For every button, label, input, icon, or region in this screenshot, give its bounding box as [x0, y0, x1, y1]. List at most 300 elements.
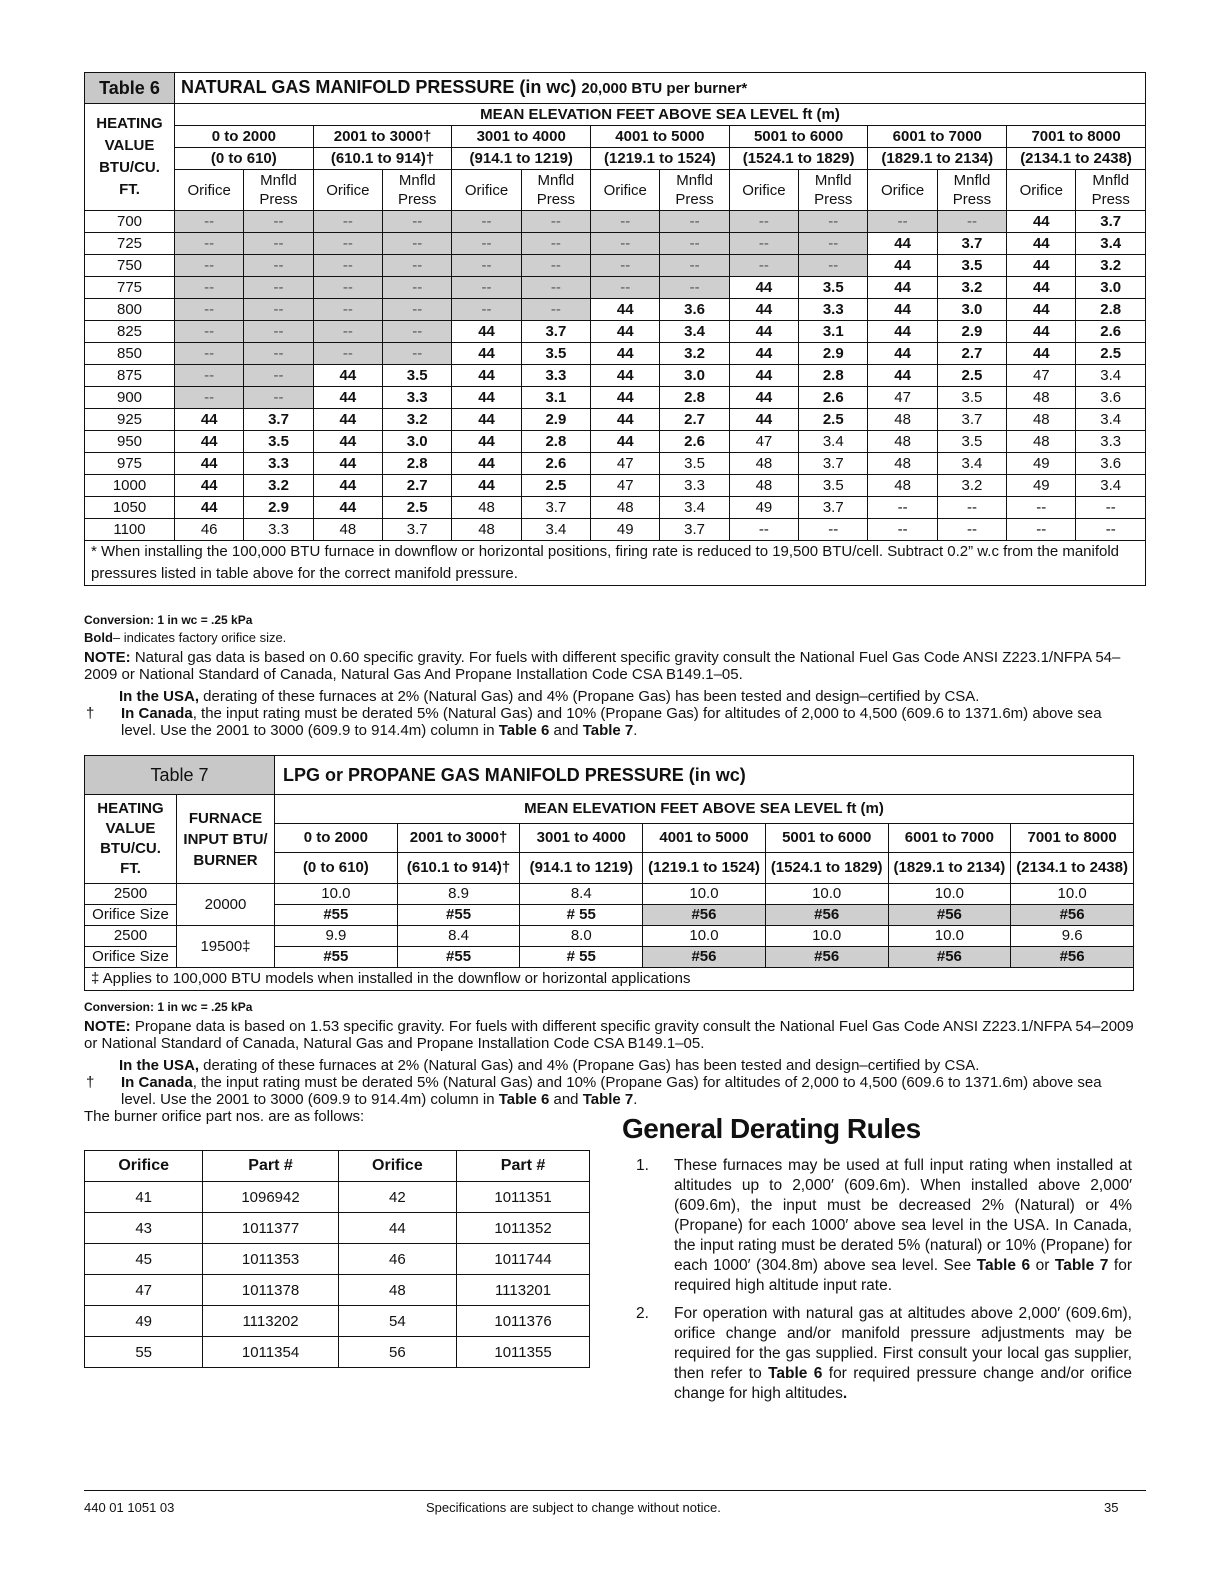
- orifice-cell: --: [591, 233, 660, 255]
- table-row: [85, 1275, 590, 1306]
- orifice-cell: 48: [1007, 431, 1076, 453]
- orifice-cell: 44: [175, 409, 244, 431]
- orifice-cell: #56: [643, 905, 766, 926]
- orifice-cell: #56: [1011, 947, 1134, 968]
- orifice-size-label: Orifice Size: [85, 947, 177, 968]
- and-text: and: [549, 722, 583, 739]
- item-number: 1.: [636, 1157, 649, 1174]
- table-6-span-header: MEAN ELEVATION FEET ABOVE SEA LEVEL ft (m): [175, 104, 1146, 126]
- table-row: [85, 211, 1146, 233]
- orifice-cell: #56: [1011, 905, 1134, 926]
- natural-gas-note: [84, 649, 1134, 683]
- orifice-cell: # 55: [520, 947, 643, 968]
- pressure-cell: 10.0: [1011, 884, 1134, 905]
- row-header-line: BTU/CU.: [100, 840, 161, 857]
- pressure-cell: 9.6: [1011, 926, 1134, 947]
- orifice-cell: --: [175, 255, 244, 277]
- furnace-header-line: INPUT BTU/: [183, 830, 268, 848]
- orifice-cell: 48: [452, 519, 521, 541]
- elevation-ft: 2001 to 3000†: [397, 824, 520, 853]
- item-text: for required pressure change and/or orifice change for high altitudes: [674, 1365, 1132, 1402]
- table-row: [85, 475, 1146, 497]
- orifice-cell: 44: [1007, 255, 1076, 277]
- pressure-cell: 3.5: [937, 255, 1006, 277]
- conversion-note: Conversion: 1 in wc = .25 kPa: [84, 613, 253, 627]
- table-row: [85, 497, 1146, 519]
- notes-propane: [84, 1000, 1134, 1125]
- heating-value-cell: 725: [85, 233, 175, 255]
- orifice-cell: 44: [729, 299, 798, 321]
- elevation-ft: 0 to 2000: [275, 824, 398, 853]
- part-number-cell: 1011744: [457, 1244, 590, 1275]
- orifice-cell: --: [452, 255, 521, 277]
- heating-value-cell: 875: [85, 365, 175, 387]
- notes-natural-gas: [84, 613, 1134, 739]
- heating-value-cell: 2500: [85, 884, 177, 905]
- pressure-cell: 3.7: [521, 497, 590, 519]
- row-header-line: VALUE: [104, 137, 155, 154]
- table-6-tag: Table 6: [85, 73, 175, 104]
- table-7-footnote: ‡ Applies to 100,000 BTU models when installed in the downflow or horizontal applications: [85, 968, 1134, 991]
- footer-notice: Specifications are subject to change without notice.: [426, 1500, 721, 1515]
- orifice-cell: 44: [1007, 233, 1076, 255]
- pressure-cell: 2.7: [383, 475, 452, 497]
- pressure-cell: --: [244, 233, 313, 255]
- note-text: Natural gas data is based on 0.60 specific gravity. For fuels with different specific gravity consult the National Fuel Gas Code ANSI Z223.1/NFPA 54–2009 or National Standard of Canada, Natural Gas And Propane Installation Code CSA B149.1–05.: [84, 649, 1121, 683]
- orifice-cell: 44: [868, 321, 937, 343]
- pressure-cell: 3.2: [383, 409, 452, 431]
- pressure-cell: --: [1076, 519, 1146, 541]
- pressure-cell: --: [937, 497, 1006, 519]
- pressure-cell: --: [799, 233, 868, 255]
- pressure-cell: 10.0: [643, 884, 766, 905]
- pressure-cell: --: [244, 277, 313, 299]
- elevation-m: (1829.1 to 2134): [881, 150, 994, 167]
- usa-label: In the USA,: [119, 1057, 200, 1074]
- table-row: [85, 365, 1146, 387]
- table-6-ref: Table 6: [976, 1257, 1031, 1274]
- elevation-ft: 6001 to 7000: [868, 126, 1006, 148]
- part-number-cell: 1011353: [203, 1244, 338, 1275]
- orifice-cell: 47: [591, 475, 660, 497]
- pressure-cell: 3.4: [1076, 409, 1146, 431]
- pressure-cell: 3.7: [383, 519, 452, 541]
- orifice-cell: --: [175, 387, 244, 409]
- table-row: [85, 1337, 590, 1368]
- elevation-m: (0 to 610): [275, 853, 398, 884]
- item-text: for required high altitude input rate.: [674, 1257, 1132, 1294]
- table-7-span-header: MEAN ELEVATION FEET ABOVE SEA LEVEL ft (m): [275, 795, 1134, 824]
- pressure-cell: --: [521, 233, 590, 255]
- table-row: [85, 321, 1146, 343]
- mnfld-press-subheader: [1076, 170, 1146, 211]
- pressure-cell: 3.5: [937, 387, 1006, 409]
- pressure-cell: 9.9: [275, 926, 398, 947]
- table-row: [85, 1244, 590, 1275]
- pressure-cell: 3.0: [937, 299, 1006, 321]
- orifice-cell: 42: [338, 1182, 456, 1213]
- orifice-cell: --: [313, 233, 382, 255]
- elevation-m: (610.1 to 914)†: [330, 150, 435, 167]
- pressure-cell: --: [1076, 497, 1146, 519]
- pressure-cell: 2.9: [521, 409, 590, 431]
- pressure-cell: 2.7: [937, 343, 1006, 365]
- pressure-cell: --: [521, 255, 590, 277]
- bold-legend-label: Bold: [84, 630, 113, 645]
- conversion-note: Conversion: 1 in wc = .25 kPa: [84, 1000, 253, 1014]
- item-text: For operation with natural gas at altitudes above 2,000′ (609.6m), orifice change and/or manifold pressure adjustments may be required for the gas supplied. First consult your local gas supplier, then refer to: [674, 1305, 1132, 1382]
- pressure-cell: 3.3: [383, 387, 452, 409]
- table-footnote-row: [85, 541, 1146, 586]
- pressure-cell: 10.0: [765, 884, 888, 905]
- canada-text: , the input rating must be derated 5% (Natural Gas) and 10% (Propane Gas) for altitudes of 2,000 to 4,500 (609.6 to 1371.6m) above sea level. Use the 2001 to 3000 (609.9 to 914.4m) column in: [121, 1074, 1102, 1108]
- pressure-cell: 2.7: [660, 409, 729, 431]
- orifice-cell: --: [868, 519, 937, 541]
- mnfld-label: Mnfld: [537, 172, 575, 189]
- pressure-cell: 3.4: [1076, 475, 1146, 497]
- furnace-input-cell: 19500‡: [177, 926, 275, 968]
- table-6-title-main: NATURAL GAS MANIFOLD PRESSURE (in wc): [181, 77, 577, 97]
- part-number-cell: 1113202: [203, 1306, 338, 1337]
- column-header: Orifice: [85, 1151, 203, 1182]
- press-label: Press: [952, 191, 992, 208]
- orifice-cell: 44: [175, 431, 244, 453]
- orifice-cell: --: [175, 277, 244, 299]
- pressure-cell: --: [660, 255, 729, 277]
- orifice-cell: 44: [1007, 211, 1076, 233]
- heating-value-cell: 750: [85, 255, 175, 277]
- orifice-cell: --: [591, 211, 660, 233]
- row-header-line: FT.: [120, 860, 141, 877]
- elevation-ft: 2001 to 3000†: [314, 126, 452, 148]
- elevation-m: (1219.1 to 1524): [604, 150, 716, 167]
- orifice-cell: 44: [452, 431, 521, 453]
- orifice-cell: 44: [868, 365, 937, 387]
- item-number: 2.: [636, 1305, 649, 1322]
- heating-value-cell: 775: [85, 277, 175, 299]
- pressure-cell: 2.5: [937, 365, 1006, 387]
- orifice-subheader: Orifice: [729, 170, 798, 211]
- orifice-cell: 44: [175, 497, 244, 519]
- orifice-cell: 44: [729, 387, 798, 409]
- pressure-cell: 3.2: [1076, 255, 1146, 277]
- mnfld-press-subheader: [244, 170, 313, 211]
- orifice-cell: --: [175, 343, 244, 365]
- orifice-part-table: [84, 1150, 590, 1368]
- table-7-furnace-header: [177, 795, 275, 884]
- pressure-cell: 8.4: [520, 884, 643, 905]
- orifice-cell: --: [175, 233, 244, 255]
- press-label: Press: [398, 191, 437, 208]
- usa-label: In the USA,: [119, 688, 200, 705]
- derating-item: [636, 1156, 1132, 1296]
- usa-note: [84, 1057, 1134, 1074]
- heating-value-cell: 975: [85, 453, 175, 475]
- elevation-ft: 4001 to 5000: [643, 824, 766, 853]
- pressure-cell: --: [799, 211, 868, 233]
- elevation-m: (0 to 610): [210, 150, 277, 167]
- heating-value-cell: 825: [85, 321, 175, 343]
- elevation-ft: 0 to 2000: [175, 126, 313, 148]
- part-number-cell: 1096942: [203, 1182, 338, 1213]
- mnfld-label: Mnfld: [814, 172, 852, 189]
- table-row: [85, 884, 1134, 905]
- pressure-cell: 3.7: [521, 321, 590, 343]
- table-7-ref: Table 7: [582, 722, 634, 739]
- orifice-cell: 44: [338, 1213, 456, 1244]
- press-label: Press: [536, 191, 576, 208]
- and-text: and: [549, 1091, 583, 1108]
- elevation-m: (1829.1 to 2134): [888, 853, 1011, 884]
- orifice-cell: # 55: [520, 905, 643, 926]
- orifice-cell: --: [313, 255, 382, 277]
- pressure-cell: 3.7: [937, 233, 1006, 255]
- item-text: or: [1030, 1257, 1055, 1274]
- column-header: Orifice: [338, 1151, 456, 1182]
- orifice-cell: 47: [591, 453, 660, 475]
- pressure-cell: 3.2: [244, 475, 313, 497]
- item-end: .: [842, 1385, 848, 1402]
- orifice-cell: 46: [175, 519, 244, 541]
- orifice-cell: 44: [452, 387, 521, 409]
- orifice-cell: --: [452, 277, 521, 299]
- table-6-ref: Table 6: [498, 1091, 550, 1108]
- mnfld-label: Mnfld: [1092, 172, 1130, 189]
- pressure-cell: 3.3: [521, 365, 590, 387]
- orifice-cell: 47: [729, 431, 798, 453]
- pressure-cell: 3.5: [660, 453, 729, 475]
- orifice-cell: 44: [1007, 299, 1076, 321]
- bold-legend: [84, 630, 1134, 645]
- table-6-title-sub: 20,000 BTU per burner*: [581, 80, 748, 97]
- derating-list: [636, 1156, 1132, 1412]
- press-label: Press: [259, 191, 298, 208]
- heating-value-cell: 800: [85, 299, 175, 321]
- orifice-cell: 44: [868, 343, 937, 365]
- orifice-cell: --: [1007, 519, 1076, 541]
- orifice-cell: --: [591, 255, 660, 277]
- pressure-cell: 10.0: [643, 926, 766, 947]
- orifice-cell: 44: [729, 343, 798, 365]
- pressure-cell: --: [383, 277, 452, 299]
- orifice-cell: 49: [85, 1306, 203, 1337]
- orifice-cell: --: [313, 211, 382, 233]
- pressure-cell: 3.3: [799, 299, 868, 321]
- orifice-cell: 44: [591, 365, 660, 387]
- doc-number: 440 01 1051 03: [84, 1500, 175, 1515]
- orifice-cell: 47: [868, 387, 937, 409]
- orifice-cell: 49: [729, 497, 798, 519]
- orifice-cell: 44: [313, 431, 382, 453]
- orifice-cell: 44: [591, 387, 660, 409]
- pressure-cell: --: [937, 211, 1006, 233]
- elevation-header: [729, 126, 868, 170]
- pressure-cell: 2.8: [799, 365, 868, 387]
- canada-label: In Canada: [121, 705, 193, 722]
- pressure-cell: 8.9: [397, 884, 520, 905]
- table-6-ref: Table 6: [768, 1365, 823, 1382]
- table-6-footnote: * When installing the 100,000 BTU furnace in downflow or horizontal positions, firing rate is reduced to 19,500 BTU/cell. Subtract 0.2” w.c from the manifold pressures listed in table above for the correct manifold pressure.: [85, 541, 1146, 586]
- orifice-cell: 44: [313, 453, 382, 475]
- usa-text: derating of these furnaces at 2% (Natural Gas) and 4% (Propane Gas) has been tested and design–certified by CSA.: [199, 1057, 980, 1074]
- orifice-cell: 44: [452, 343, 521, 365]
- part-number-cell: 1011355: [457, 1337, 590, 1368]
- orifice-cell: #55: [397, 905, 520, 926]
- orifice-cell: 44: [868, 277, 937, 299]
- orifice-cell: 46: [338, 1244, 456, 1275]
- table-6-ref: Table 6: [498, 722, 550, 739]
- mnfld-label: Mnfld: [953, 172, 991, 189]
- table-7: [84, 755, 1134, 991]
- table-6-title: [175, 73, 1146, 104]
- orifice-cell: --: [729, 519, 798, 541]
- row-header-line: FT.: [119, 181, 140, 198]
- mnfld-press-subheader: [937, 170, 1006, 211]
- pressure-cell: 3.7: [244, 409, 313, 431]
- item-text: These furnaces may be used at full input rating when installed at altitudes up to 2,000′ (609.6m). When installed above 2,000′ (609.6m), the input must be decreased 2% (Natural) or 4% (Propane) for each 1000′ above sea level in the USA. In Canada, the input rating must be derated 5% (natural) or 10% (Propane) for each 1000′ (304.8m) above sea level. See: [674, 1157, 1132, 1274]
- heating-value-cell: 700: [85, 211, 175, 233]
- orifice-cell: --: [868, 211, 937, 233]
- orifice-cell: 47: [1007, 365, 1076, 387]
- pressure-cell: 3.3: [660, 475, 729, 497]
- canada-note: [84, 705, 1134, 739]
- elevation-ft: 7001 to 8000: [1007, 126, 1145, 148]
- mnfld-press-subheader: [383, 170, 452, 211]
- pressure-cell: 10.0: [888, 884, 1011, 905]
- elevation-m: (2134.1 to 2438): [1011, 853, 1134, 884]
- orifice-cell: --: [175, 321, 244, 343]
- orifice-cell: 48: [868, 409, 937, 431]
- orifice-cell: 44: [729, 409, 798, 431]
- pressure-cell: 10.0: [888, 926, 1011, 947]
- derating-title: General Derating Rules: [622, 1113, 921, 1144]
- pressure-cell: 3.4: [1076, 233, 1146, 255]
- orifice-cell: --: [729, 255, 798, 277]
- pressure-cell: 3.4: [937, 453, 1006, 475]
- elevation-ft: 3001 to 4000: [452, 126, 590, 148]
- mnfld-label: Mnfld: [398, 172, 436, 189]
- orifice-size-label: Orifice Size: [85, 905, 177, 926]
- pressure-cell: 3.7: [937, 409, 1006, 431]
- orifice-cell: 44: [868, 255, 937, 277]
- table-row: [85, 343, 1146, 365]
- part-number-cell: 1011378: [203, 1275, 338, 1306]
- orifice-cell: 44: [1007, 343, 1076, 365]
- pressure-cell: 10.0: [275, 884, 398, 905]
- orifice-subheader: Orifice: [868, 170, 937, 211]
- pressure-cell: 2.5: [521, 475, 590, 497]
- orifice-cell: 56: [338, 1337, 456, 1368]
- heating-value-cell: 2500: [85, 926, 177, 947]
- pressure-cell: 3.5: [383, 365, 452, 387]
- pressure-cell: 2.6: [1076, 321, 1146, 343]
- table-6: [84, 72, 1146, 586]
- pressure-cell: 2.5: [1076, 343, 1146, 365]
- pressure-cell: 3.3: [244, 519, 313, 541]
- orifice-cell: --: [175, 299, 244, 321]
- table-row: [85, 255, 1146, 277]
- orifice-subheader: Orifice: [175, 170, 244, 211]
- elevation-m: (1219.1 to 1524): [643, 853, 766, 884]
- pressure-cell: 3.4: [660, 321, 729, 343]
- orifice-cell: 44: [591, 343, 660, 365]
- pressure-cell: 3.3: [244, 453, 313, 475]
- part-number-cell: 1011351: [457, 1182, 590, 1213]
- orifice-cell: --: [452, 211, 521, 233]
- table-7-row-header: [85, 795, 177, 884]
- mnfld-press-subheader: [660, 170, 729, 211]
- heating-value-cell: 925: [85, 409, 175, 431]
- orifice-subheader: Orifice: [591, 170, 660, 211]
- period-text: .: [633, 722, 638, 739]
- orifice-subheader: Orifice: [452, 170, 521, 211]
- press-label: Press: [1091, 191, 1130, 208]
- orifice-cell: 44: [452, 365, 521, 387]
- orifice-cell: 44: [313, 365, 382, 387]
- orifice-cell: 44: [591, 321, 660, 343]
- pressure-cell: --: [799, 519, 868, 541]
- pressure-cell: 3.5: [799, 277, 868, 299]
- elevation-ft: 6001 to 7000: [888, 824, 1011, 853]
- pressure-cell: 3.1: [521, 387, 590, 409]
- pressure-cell: 3.4: [521, 519, 590, 541]
- pressure-cell: --: [521, 299, 590, 321]
- pressure-cell: 3.4: [660, 497, 729, 519]
- table-row: [85, 1213, 590, 1244]
- row-header-line: VALUE: [105, 820, 156, 837]
- pressure-cell: 3.6: [1076, 387, 1146, 409]
- mnfld-label: Mnfld: [260, 172, 297, 189]
- orifice-subheader: Orifice: [1007, 170, 1076, 211]
- table-7-tag: Table 7: [85, 756, 275, 795]
- note-text: Propane data is based on 1.53 specific gravity. For fuels with different specific gravity consult the National Fuel Gas Code ANSI Z223.1/NFPA 54–2009 or National Standard of Canada, Natural Gas and Propane Installation Code CSA B149.1–05.: [84, 1018, 1134, 1052]
- orifice-cell: #56: [888, 947, 1011, 968]
- orifice-cell: 48: [729, 475, 798, 497]
- furnace-input-cell: 20000: [177, 884, 275, 926]
- pressure-cell: 3.4: [799, 431, 868, 453]
- elevation-m: (2134.1 to 2438): [1020, 150, 1132, 167]
- pressure-cell: 3.6: [660, 299, 729, 321]
- orifice-cell: 44: [868, 233, 937, 255]
- orifice-cell: 44: [452, 321, 521, 343]
- pressure-cell: 2.8: [521, 431, 590, 453]
- page-number: 35: [1104, 1500, 1119, 1515]
- pressure-cell: --: [937, 519, 1006, 541]
- pressure-cell: 3.4: [1076, 365, 1146, 387]
- heating-value-cell: 1050: [85, 497, 175, 519]
- orifice-cell: #55: [397, 947, 520, 968]
- pressure-cell: 3.5: [799, 475, 868, 497]
- dagger-mark: †: [86, 1074, 95, 1091]
- orifice-cell: 44: [1007, 277, 1076, 299]
- orifice-cell: --: [1007, 497, 1076, 519]
- canada-label: In Canada: [121, 1074, 193, 1091]
- pressure-cell: --: [799, 255, 868, 277]
- table-row: [85, 1306, 590, 1337]
- elevation-header: [1007, 126, 1146, 170]
- orifice-cell: 43: [85, 1213, 203, 1244]
- orifice-cell: --: [868, 497, 937, 519]
- elevation-header: [452, 126, 591, 170]
- orifice-cell: #56: [643, 947, 766, 968]
- orifice-cell: 48: [338, 1275, 456, 1306]
- elevation-m: (1524.1 to 1829): [742, 150, 855, 167]
- orifice-cell: 44: [175, 453, 244, 475]
- elevation-m: (610.1 to 914)†: [397, 853, 520, 884]
- elevation-ft: 5001 to 6000: [765, 824, 888, 853]
- orifice-cell: --: [729, 211, 798, 233]
- orifice-cell: 54: [338, 1306, 456, 1337]
